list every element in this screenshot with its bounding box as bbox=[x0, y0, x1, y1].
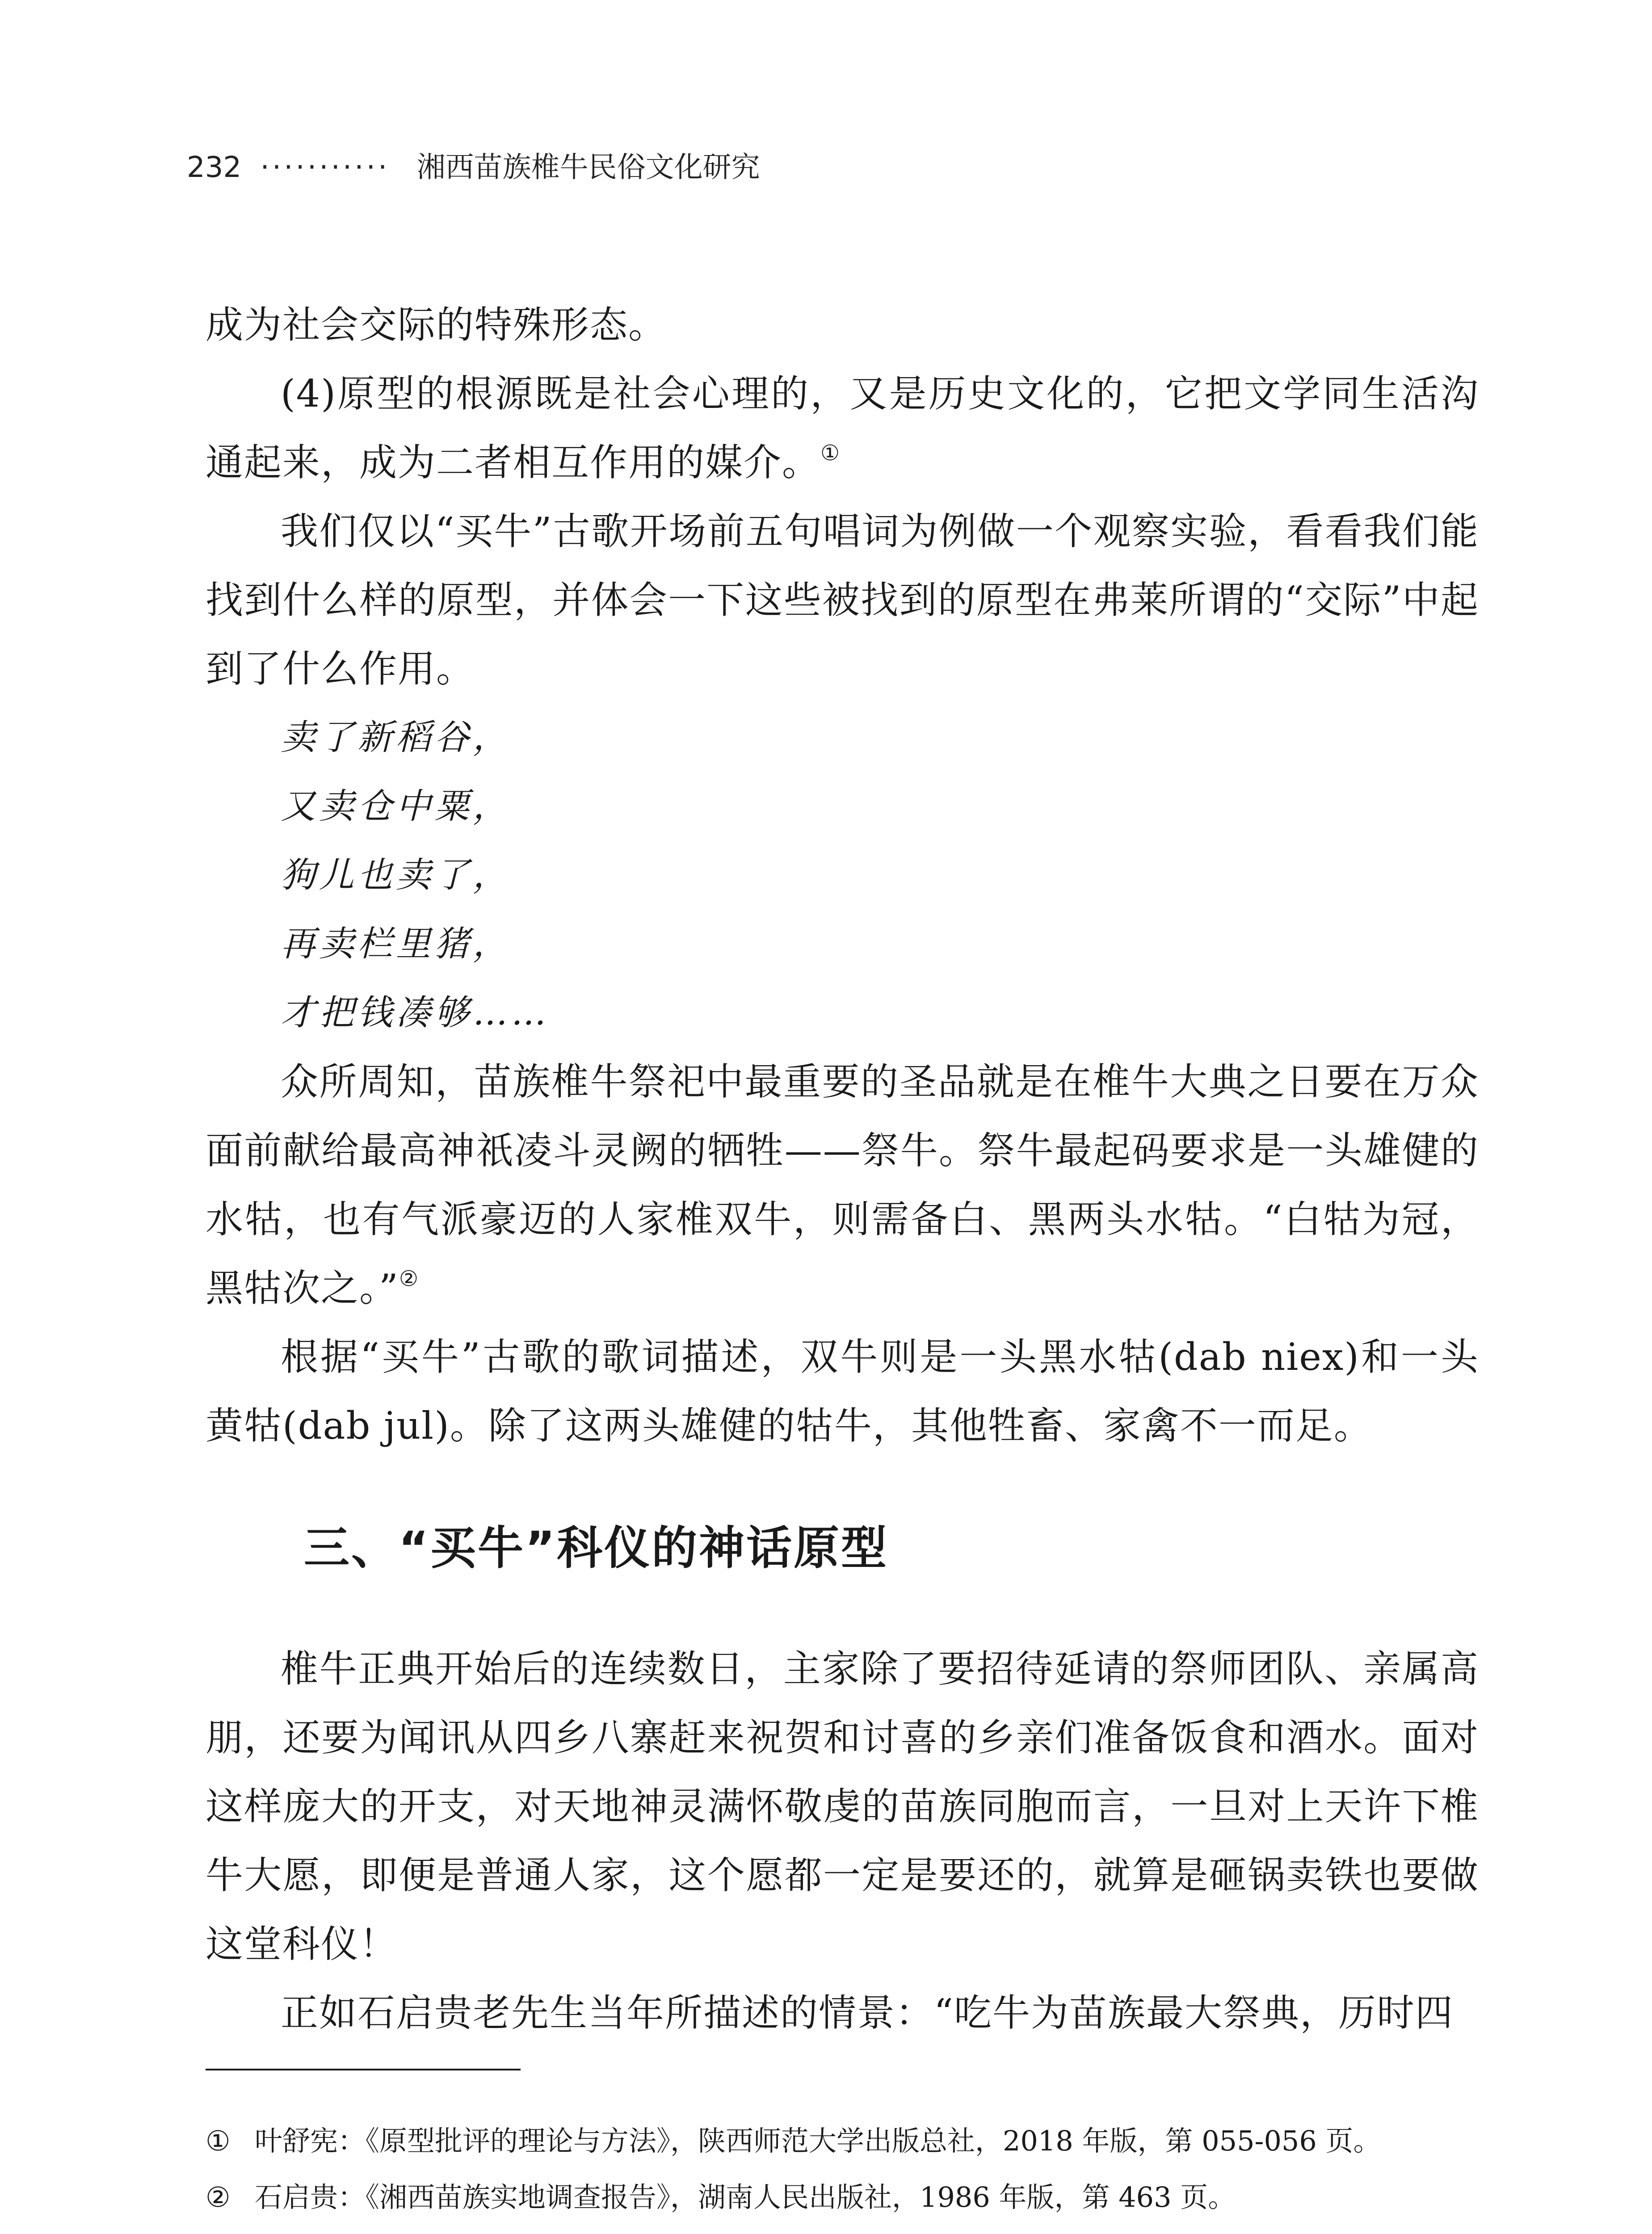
footnote-mark: ② bbox=[206, 2181, 231, 2213]
body-text bbox=[206, 290, 1479, 2047]
paragraph-text: 众所周知，苗族椎牛祭祀中最重要的圣品就是在椎牛大典之日要在万众面前献给最高神祇凌斗灵阙的牺牲——祭牛。祭牛最起码要求是一头雄健的水牯，也有气派豪迈的人家椎双牛，则需备白、黑两头水牯。“白牯为冠，黑牯次之。” bbox=[206, 1060, 1479, 1310]
section-heading: 三、“买牛”科仪的神话原型 bbox=[304, 1522, 889, 1575]
poem-line: 狗儿也卖了， bbox=[281, 855, 512, 895]
page-number: 232 bbox=[187, 151, 242, 184]
paragraph-text: (4)原型的根源既是社会心理的，又是历史文化的，它把文学同生活沟通起来，成为二者相互作用的媒介。 bbox=[206, 372, 1479, 484]
poem-line: 又卖仓中粟， bbox=[281, 786, 512, 827]
running-header bbox=[187, 147, 760, 188]
footnote-mark: ① bbox=[206, 2125, 231, 2157]
poem-block bbox=[206, 703, 1479, 1047]
header-dot-leader: ··········· bbox=[260, 151, 390, 184]
footnote-text: 叶舒宪：《原型批评的理论与方法》，陕西师范大学出版总社，2018 年版，第 055-056 页。 bbox=[255, 2125, 1381, 2157]
footnotes bbox=[206, 2118, 1546, 2230]
footnote-text: 石启贵：《湘西苗族实地调查报告》，湖南人民出版社，1986 年版，第 463 页。 bbox=[255, 2181, 1236, 2213]
footnote-ref-1[interactable]: ① bbox=[820, 441, 841, 466]
footnote-divider bbox=[206, 2069, 521, 2070]
paragraph-quote-start: 正如石启贵老先生当年所描述的情景：“吃牛为苗族最大祭典，历时四 bbox=[281, 1991, 1454, 2035]
paragraph-ceremony-cost: 椎牛正典开始后的连续数日，主家除了要招待延请的祭师团队、亲属高朋，还要为闻讯从四乡八寨赶来祝贺和讨喜的乡亲们准备饭食和酒水。面对这样庞大的开支，对天地神灵满怀敬虔的苗族同胞而言，一旦对上天许下椎牛大愿，即便是普通人家，这个愿都一定是要还的，就算是砸锅卖铁也要做这堂科仪！ bbox=[206, 1647, 1479, 1966]
footnote-2 bbox=[206, 2174, 1546, 2221]
book-title: 湘西苗族椎牛民俗文化研究 bbox=[416, 151, 760, 184]
footnote-ref-2[interactable]: ② bbox=[399, 1266, 419, 1291]
paragraph-experiment: 我们仅以“买牛”古歌开场前五句唱词为例做一个观察实验，看看我们能找到什么样的原型，并体会一下这些被找到的原型在弗莱所谓的“交际”中起到了什么作用。 bbox=[206, 509, 1479, 691]
paragraph-sacrifice bbox=[206, 1047, 1479, 1323]
paragraph-continuation: 成为社会交际的特殊形态。 bbox=[206, 303, 667, 347]
poem-line: 才把钱凑够…… bbox=[281, 993, 550, 1033]
poem-line: 卖了新稻谷， bbox=[281, 718, 512, 758]
paragraph-archetype-root bbox=[206, 359, 1479, 497]
paragraph-two-bulls: 根据“买牛”古歌的歌词描述，双牛则是一头黑水牯(dab niex)和一头黄牯(dab jul)。除了这两头雄健的牯牛，其他牲畜、家禽不一而足。 bbox=[206, 1335, 1479, 1448]
footnote-1 bbox=[206, 2118, 1546, 2164]
poem-line: 再卖栏里猪， bbox=[281, 924, 512, 964]
